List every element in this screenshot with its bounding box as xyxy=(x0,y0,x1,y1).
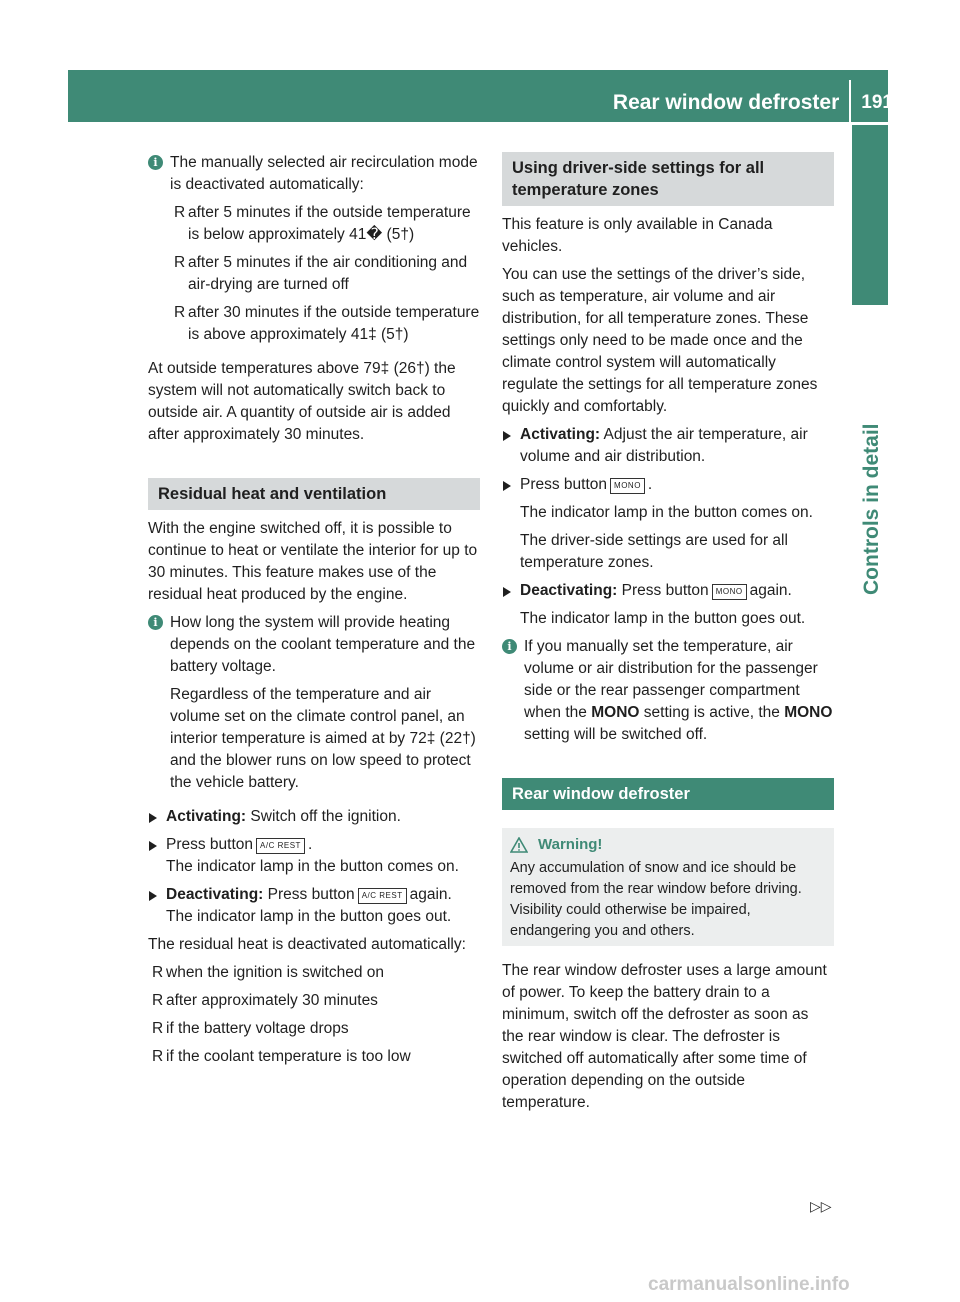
info-icon: i xyxy=(148,615,163,630)
step-arrow-icon xyxy=(503,431,511,441)
section-heading-rear-window-defroster: Rear window defroster xyxy=(502,778,834,810)
step-press-button: Press button A/C REST . The indicator lamp in the button comes on. xyxy=(148,834,480,878)
step-activating: Activating: Adjust the air temperature, air volume and air distribution. xyxy=(502,424,834,468)
mono-button-symbol: MONO xyxy=(610,478,645,494)
continue-arrows-icon: ▷▷ xyxy=(810,1198,832,1214)
warning-title: Warning! xyxy=(510,834,826,855)
list-item: R after approximately 30 minutes xyxy=(152,992,378,1009)
list-item: R when the ignition is switched on xyxy=(152,964,384,981)
info-text: How long the system will provide heating depends on the coolant temperature and the battery voltage. xyxy=(170,614,476,675)
list-item: R if the battery voltage drops xyxy=(152,1020,349,1037)
step-deactivating: Deactivating: Press button MONO again. The indicator lamp in the button goes out. xyxy=(502,580,834,630)
paragraph: The rear window defroster uses a large amount of power. To keep the battery drain to a minimum, switch off the defroster as soon as the rear window is clear. The defroster is switched off automatically after some time of operation depending on the outside temperature. xyxy=(502,962,827,1111)
ac-rest-button-symbol: A/C REST xyxy=(358,888,407,904)
section-heading-residual-heat: Residual heat and ventilation xyxy=(148,478,480,510)
paragraph: At outside temperatures above 79‡ (26†) the system will not automatically switch back to outside air. A quantity of outside air is added after approximately 30 minutes. xyxy=(148,360,456,443)
bullet-list xyxy=(170,202,480,346)
paragraph: You can use the settings of the driver’s side, such as temperature, air volume and air distribution, for all temperature zones. These settings only need to be made once and the climate control system will automatically regulate the settings for all temperature zones quickly and comfortably. xyxy=(502,266,818,415)
list-item: R after 5 minutes if the outside temperature is below approximately 41� (5†) xyxy=(174,204,471,243)
step-arrow-icon xyxy=(149,813,157,823)
watermark: carmanualsonline.info xyxy=(648,1274,850,1295)
info-note-heating xyxy=(148,612,480,800)
info-note-recirculation xyxy=(148,152,480,352)
step-arrow-icon xyxy=(149,841,157,851)
mono-button-symbol: MONO xyxy=(712,584,747,600)
left-column xyxy=(148,152,480,1074)
info-text: The manually selected air recirculation mode is deactivated automatically: xyxy=(170,154,478,193)
info-icon: i xyxy=(148,155,163,170)
list-item: R after 5 minutes if the air conditioning and air-drying are turned off xyxy=(174,254,468,293)
side-tab-label: Controls in detail xyxy=(860,423,883,595)
warning-triangle-icon xyxy=(510,837,528,853)
header-title xyxy=(613,88,893,118)
section-heading-driver-side: Using driver-side settings for all temperature zones xyxy=(502,152,834,206)
paragraph: This feature is only available in Canada vehicles. xyxy=(502,216,773,255)
step-press-button: Press button MONO . The indicator lamp in the button comes on. The driver-side settings are used for all temperature zones. xyxy=(502,474,834,574)
paragraph: With the engine switched off, it is possible to continue to heat or ventilate the interior for up to 30 minutes. This feature makes use of the residual heat produced by the engine. xyxy=(148,520,478,603)
step-arrow-icon xyxy=(503,587,511,597)
step-deactivating: Deactivating: Press button A/C REST again. The indicator lamp in the button goes out. xyxy=(148,884,480,928)
paragraph: The residual heat is deactivated automatically: xyxy=(148,936,466,953)
step-arrow-icon xyxy=(149,891,157,901)
bullet-list xyxy=(148,962,480,1068)
right-column xyxy=(502,152,834,1120)
info-note-mono: i If you manually set the temperature, air volume or air distribution for the passenger side or the rear passenger compartment when the MONO setting is active, the MONO setting will be switched off. xyxy=(502,636,834,746)
step-arrow-icon xyxy=(503,481,511,491)
warning-text: Any accumulation of snow and ice should be removed from the rear window before driving. Visibility could otherwise be impaired, endangering you and others. xyxy=(510,860,802,939)
warning-box xyxy=(502,828,834,946)
page-title: Rear window defroster xyxy=(612,91,840,114)
page-number: 191 xyxy=(861,92,893,113)
list-item: R after 30 minutes if the outside temperature is above approximately 41‡ (5†) xyxy=(174,304,480,343)
info-text: Regardless of the temperature and air volume set on the climate control panel, an interior temperature is aimed at by 72‡ (22†) and the blower runs on low speed to protect the vehicle battery. xyxy=(170,686,476,791)
ac-rest-button-symbol: A/C REST xyxy=(256,838,305,854)
step-activating: Activating: Switch off the ignition. xyxy=(148,806,480,828)
list-item: R if the coolant temperature is too low xyxy=(152,1048,411,1065)
header-separator xyxy=(849,80,851,126)
info-icon: i xyxy=(502,639,517,654)
side-tab xyxy=(852,125,888,305)
